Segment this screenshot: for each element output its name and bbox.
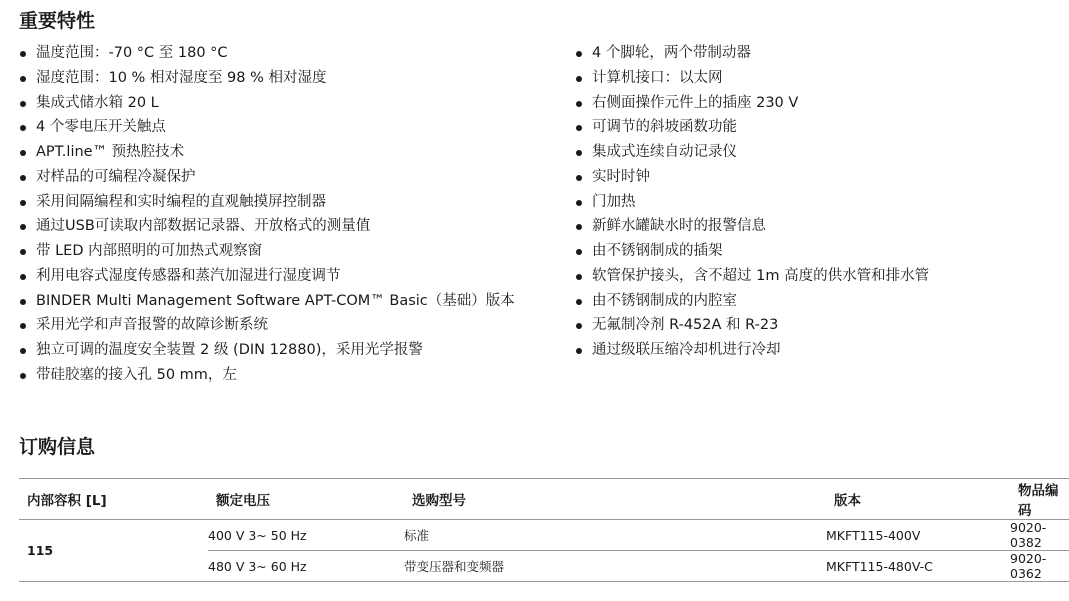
header-capacity: 内部容积 [L] — [19, 479, 208, 520]
ordering-table — [19, 478, 1069, 582]
feature-item: 采用间隔编程和实时编程的直观触摸屏控制器 — [19, 190, 549, 215]
header-version: 版本 — [826, 479, 1010, 520]
code-cell: 9020-0362 — [1010, 551, 1069, 582]
feature-item: APT.line™ 预热腔技术 — [19, 140, 549, 165]
features-list-right — [575, 41, 1055, 363]
ordering-heading: 订购信息 — [19, 436, 96, 458]
option-cell: 带变压器和变频器 — [404, 551, 826, 582]
feature-item: 带硅胶塞的接入孔 50 mm，左 — [19, 363, 549, 388]
voltage-cell: 480 V 3~ 60 Hz — [208, 551, 404, 582]
feature-item: 湿度范围：10 % 相对湿度至 98 % 相对湿度 — [19, 66, 549, 91]
feature-item: 软管保护接头，含不超过 1m 高度的供水管和排水管 — [575, 264, 1055, 289]
capacity-cell: 115 — [19, 520, 208, 582]
feature-item: 4 个零电压开关触点 — [19, 115, 549, 140]
feature-item: 计算机接口：以太网 — [575, 66, 1055, 91]
feature-item: 采用光学和声音报警的故障诊断系统 — [19, 313, 549, 338]
feature-item: 集成式储水箱 20 L — [19, 91, 549, 116]
feature-item: 通过USB可读取内部数据记录器、开放格式的测量值 — [19, 214, 549, 239]
option-cell: 标准 — [404, 520, 826, 551]
feature-item: 新鲜水罐缺水时的报警信息 — [575, 214, 1055, 239]
feature-item: 独立可调的温度安全装置 2 级 (DIN 12880)，采用光学报警 — [19, 338, 549, 363]
feature-item: 可调节的斜坡函数功能 — [575, 115, 1055, 140]
table-row — [19, 520, 1069, 551]
feature-item: 右侧面操作元件上的插座 230 V — [575, 91, 1055, 116]
feature-item: 由不锈钢制成的内腔室 — [575, 289, 1055, 314]
feature-item: 对样品的可编程冷凝保护 — [19, 165, 549, 190]
features-heading: 重要特性 — [19, 10, 96, 32]
header-code: 物品编码 — [1010, 479, 1069, 520]
feature-item: 由不锈钢制成的插架 — [575, 239, 1055, 264]
header-voltage: 额定电压 — [208, 479, 404, 520]
feature-item: 4 个脚轮，两个带制动器 — [575, 41, 1055, 66]
feature-item: 实时时钟 — [575, 165, 1055, 190]
version-cell: MKFT115-480V-C — [826, 551, 1010, 582]
feature-item: 门加热 — [575, 190, 1055, 215]
code-cell: 9020-0382 — [1010, 520, 1069, 551]
feature-item: 通过级联压缩冷却机进行冷却 — [575, 338, 1055, 363]
feature-item: 集成式连续自动记录仪 — [575, 140, 1055, 165]
table-header-row — [19, 479, 1069, 520]
feature-item: 温度范围：-70 °C 至 180 °C — [19, 41, 549, 66]
feature-item: 利用电容式湿度传感器和蒸汽加湿进行湿度调节 — [19, 264, 549, 289]
header-option: 选购型号 — [404, 479, 826, 520]
features-list-left — [19, 41, 549, 388]
feature-item: 无氟制冷剂 R-452A 和 R-23 — [575, 313, 1055, 338]
version-cell: MKFT115-400V — [826, 520, 1010, 551]
voltage-cell: 400 V 3~ 50 Hz — [208, 520, 404, 551]
feature-item: BINDER Multi Management Software APT-COM™ Basic（基础）版本 — [19, 289, 549, 314]
feature-item: 带 LED 内部照明的可加热式观察窗 — [19, 239, 549, 264]
